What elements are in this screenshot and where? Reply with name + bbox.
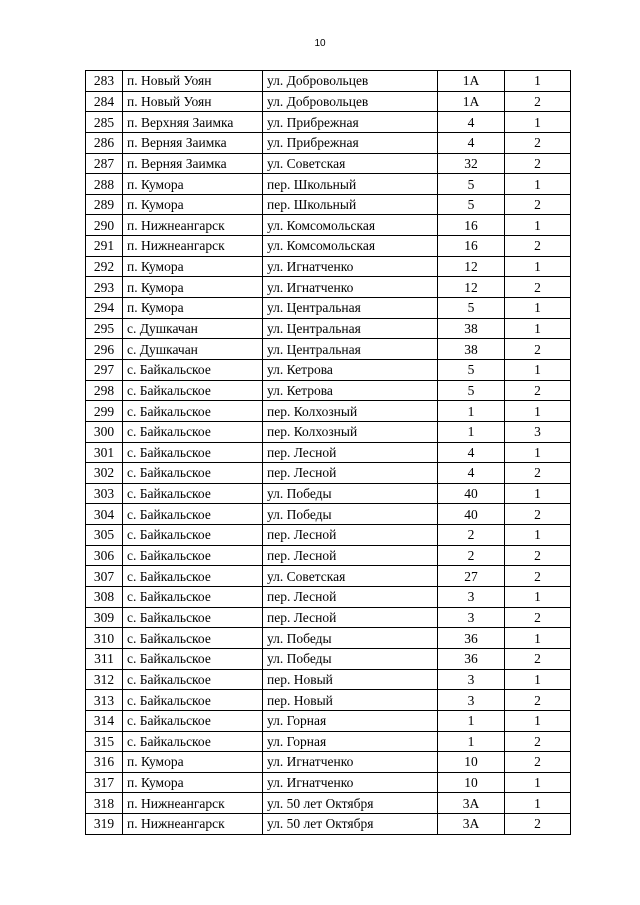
row-number-cell: 294 — [86, 298, 123, 319]
flat-number-cell: 3 — [505, 421, 571, 442]
house-number-cell: 1 — [438, 710, 505, 731]
house-number-cell: 40 — [438, 504, 505, 525]
house-number-cell: 1 — [438, 421, 505, 442]
settlement-cell: с. Байкальское — [123, 442, 263, 463]
flat-number-cell: 2 — [505, 504, 571, 525]
settlement-cell: п. Кумора — [123, 277, 263, 298]
page-number: 10 — [314, 38, 326, 49]
row-number-cell: 313 — [86, 690, 123, 711]
table-row — [86, 690, 571, 711]
row-number-cell: 309 — [86, 607, 123, 628]
table-row — [86, 587, 571, 608]
table-row — [86, 401, 571, 422]
settlement-cell: с. Байкальское — [123, 483, 263, 504]
flat-number-cell: 2 — [505, 236, 571, 257]
table-row — [86, 483, 571, 504]
street-cell: ул. Кетрова — [263, 359, 438, 380]
flat-number-cell: 1 — [505, 442, 571, 463]
settlement-cell: п. Нижнеангарск — [123, 215, 263, 236]
row-number-cell: 289 — [86, 194, 123, 215]
street-cell: ул. Комсомольская — [263, 215, 438, 236]
table-row — [86, 215, 571, 236]
street-cell: ул. Советская — [263, 153, 438, 174]
house-number-cell: 16 — [438, 215, 505, 236]
row-number-cell: 318 — [86, 793, 123, 814]
table-row — [86, 112, 571, 133]
row-number-cell: 284 — [86, 91, 123, 112]
table-row — [86, 91, 571, 112]
house-number-cell: 5 — [438, 359, 505, 380]
flat-number-cell: 2 — [505, 339, 571, 360]
street-cell: ул. Центральная — [263, 298, 438, 319]
table-row — [86, 71, 571, 92]
flat-number-cell: 2 — [505, 814, 571, 835]
street-cell: пер. Лесной — [263, 607, 438, 628]
house-number-cell: 1А — [438, 71, 505, 92]
row-number-cell: 308 — [86, 587, 123, 608]
table-row — [86, 236, 571, 257]
street-cell: ул. Прибрежная — [263, 112, 438, 133]
settlement-cell: с. Байкальское — [123, 690, 263, 711]
table-row — [86, 463, 571, 484]
street-cell: пер. Лесной — [263, 587, 438, 608]
street-cell: ул. Добровольцев — [263, 71, 438, 92]
street-cell: пер. Лесной — [263, 442, 438, 463]
house-number-cell: 3 — [438, 669, 505, 690]
row-number-cell: 290 — [86, 215, 123, 236]
table-row — [86, 318, 571, 339]
settlement-cell: п. Нижнеангарск — [123, 793, 263, 814]
house-number-cell: 5 — [438, 194, 505, 215]
house-number-cell: 10 — [438, 752, 505, 773]
flat-number-cell: 1 — [505, 112, 571, 133]
flat-number-cell: 1 — [505, 215, 571, 236]
row-number-cell: 300 — [86, 421, 123, 442]
row-number-cell: 317 — [86, 772, 123, 793]
house-number-cell: 16 — [438, 236, 505, 257]
table-row — [86, 359, 571, 380]
flat-number-cell: 1 — [505, 318, 571, 339]
street-cell: пер. Колхозный — [263, 421, 438, 442]
street-cell: ул. Игнатченко — [263, 772, 438, 793]
flat-number-cell: 1 — [505, 71, 571, 92]
row-number-cell: 306 — [86, 545, 123, 566]
row-number-cell: 302 — [86, 463, 123, 484]
flat-number-cell: 1 — [505, 174, 571, 195]
settlement-cell: п. Нижнеангарск — [123, 236, 263, 257]
flat-number-cell: 1 — [505, 483, 571, 504]
table-row — [86, 752, 571, 773]
table-row — [86, 132, 571, 153]
street-cell: ул. Горная — [263, 731, 438, 752]
row-number-cell: 291 — [86, 236, 123, 257]
street-cell: ул. Центральная — [263, 318, 438, 339]
flat-number-cell: 2 — [505, 607, 571, 628]
flat-number-cell: 1 — [505, 256, 571, 277]
settlement-cell: с. Байкальское — [123, 359, 263, 380]
street-cell: пер. Новый — [263, 690, 438, 711]
settlement-cell: с. Байкальское — [123, 710, 263, 731]
settlement-cell: с. Байкальское — [123, 380, 263, 401]
flat-number-cell: 1 — [505, 669, 571, 690]
row-number-cell: 298 — [86, 380, 123, 401]
street-cell: пер. Лесной — [263, 525, 438, 546]
house-number-cell: 3 — [438, 607, 505, 628]
house-number-cell: 1 — [438, 731, 505, 752]
street-cell: пер. Школьный — [263, 174, 438, 195]
table-row — [86, 648, 571, 669]
settlement-cell: с. Душкачан — [123, 339, 263, 360]
table-row — [86, 731, 571, 752]
table-row — [86, 421, 571, 442]
street-cell: ул. Советская — [263, 566, 438, 587]
house-number-cell: 38 — [438, 339, 505, 360]
street-cell: ул. Горная — [263, 710, 438, 731]
row-number-cell: 316 — [86, 752, 123, 773]
flat-number-cell: 1 — [505, 401, 571, 422]
settlement-cell: с. Байкальское — [123, 525, 263, 546]
flat-number-cell: 1 — [505, 587, 571, 608]
flat-number-cell: 2 — [505, 277, 571, 298]
flat-number-cell: 2 — [505, 648, 571, 669]
row-number-cell: 285 — [86, 112, 123, 133]
street-cell: пер. Новый — [263, 669, 438, 690]
table-row — [86, 442, 571, 463]
street-cell: ул. Победы — [263, 483, 438, 504]
settlement-cell: п. Верняя Заимка — [123, 132, 263, 153]
street-cell: ул. Добровольцев — [263, 91, 438, 112]
table-row — [86, 174, 571, 195]
house-number-cell: 4 — [438, 132, 505, 153]
table-row — [86, 628, 571, 649]
row-number-cell: 307 — [86, 566, 123, 587]
house-number-cell: 4 — [438, 442, 505, 463]
table-row — [86, 545, 571, 566]
settlement-cell: с. Байкальское — [123, 648, 263, 669]
row-number-cell: 315 — [86, 731, 123, 752]
street-cell: пер. Колхозный — [263, 401, 438, 422]
street-cell: пер. Лесной — [263, 545, 438, 566]
table-row — [86, 710, 571, 731]
street-cell: ул. Центральная — [263, 339, 438, 360]
settlement-cell: п. Кумора — [123, 256, 263, 277]
address-table-body — [86, 71, 571, 835]
flat-number-cell: 2 — [505, 91, 571, 112]
flat-number-cell: 2 — [505, 132, 571, 153]
street-cell: ул. Победы — [263, 648, 438, 669]
table-row — [86, 380, 571, 401]
row-number-cell: 286 — [86, 132, 123, 153]
street-cell: ул. Прибрежная — [263, 132, 438, 153]
settlement-cell: п. Нижнеангарск — [123, 814, 263, 835]
house-number-cell: 38 — [438, 318, 505, 339]
flat-number-cell: 2 — [505, 690, 571, 711]
street-cell: пер. Лесной — [263, 463, 438, 484]
row-number-cell: 311 — [86, 648, 123, 669]
row-number-cell: 297 — [86, 359, 123, 380]
row-number-cell: 319 — [86, 814, 123, 835]
flat-number-cell: 2 — [505, 463, 571, 484]
street-cell: пер. Школьный — [263, 194, 438, 215]
street-cell: ул. Комсомольская — [263, 236, 438, 257]
table-row — [86, 607, 571, 628]
settlement-cell: п. Новый Уоян — [123, 91, 263, 112]
settlement-cell: с. Байкальское — [123, 401, 263, 422]
flat-number-cell: 2 — [505, 380, 571, 401]
row-number-cell: 303 — [86, 483, 123, 504]
street-cell: ул. Игнатченко — [263, 277, 438, 298]
house-number-cell: 1 — [438, 401, 505, 422]
street-cell: ул. Игнатченко — [263, 752, 438, 773]
table-row — [86, 772, 571, 793]
house-number-cell: 40 — [438, 483, 505, 504]
street-cell: ул. Кетрова — [263, 380, 438, 401]
house-number-cell: 3А — [438, 814, 505, 835]
flat-number-cell: 2 — [505, 752, 571, 773]
table-row — [86, 277, 571, 298]
row-number-cell: 287 — [86, 153, 123, 174]
flat-number-cell: 1 — [505, 772, 571, 793]
house-number-cell: 2 — [438, 525, 505, 546]
street-cell: ул. Победы — [263, 504, 438, 525]
flat-number-cell: 1 — [505, 710, 571, 731]
settlement-cell: п. Новый Уоян — [123, 71, 263, 92]
street-cell: ул. Победы — [263, 628, 438, 649]
row-number-cell: 292 — [86, 256, 123, 277]
house-number-cell: 27 — [438, 566, 505, 587]
table-row — [86, 525, 571, 546]
table-row — [86, 256, 571, 277]
flat-number-cell: 2 — [505, 566, 571, 587]
house-number-cell: 36 — [438, 628, 505, 649]
settlement-cell: с. Байкальское — [123, 566, 263, 587]
settlement-cell: п. Кумора — [123, 772, 263, 793]
house-number-cell: 3 — [438, 587, 505, 608]
house-number-cell: 2 — [438, 545, 505, 566]
table-row — [86, 153, 571, 174]
row-number-cell: 305 — [86, 525, 123, 546]
settlement-cell: п. Верхняя Заимка — [123, 112, 263, 133]
row-number-cell: 301 — [86, 442, 123, 463]
settlement-cell: с. Байкальское — [123, 731, 263, 752]
settlement-cell: п. Кумора — [123, 194, 263, 215]
street-cell: ул. Игнатченко — [263, 256, 438, 277]
house-number-cell: 3 — [438, 690, 505, 711]
flat-number-cell: 2 — [505, 194, 571, 215]
row-number-cell: 310 — [86, 628, 123, 649]
row-number-cell: 293 — [86, 277, 123, 298]
row-number-cell: 283 — [86, 71, 123, 92]
settlement-cell: с. Байкальское — [123, 421, 263, 442]
row-number-cell: 295 — [86, 318, 123, 339]
settlement-cell: с. Байкальское — [123, 628, 263, 649]
house-number-cell: 3А — [438, 793, 505, 814]
settlement-cell: с. Байкальское — [123, 545, 263, 566]
settlement-cell: с. Байкальское — [123, 669, 263, 690]
house-number-cell: 1А — [438, 91, 505, 112]
table-row — [86, 566, 571, 587]
table-row — [86, 194, 571, 215]
flat-number-cell: 2 — [505, 545, 571, 566]
house-number-cell: 4 — [438, 463, 505, 484]
settlement-cell: с. Байкальское — [123, 463, 263, 484]
table-row — [86, 793, 571, 814]
table-row — [86, 814, 571, 835]
house-number-cell: 12 — [438, 277, 505, 298]
row-number-cell: 314 — [86, 710, 123, 731]
street-cell: ул. 50 лет Октября — [263, 814, 438, 835]
house-number-cell: 36 — [438, 648, 505, 669]
flat-number-cell: 1 — [505, 525, 571, 546]
settlement-cell: п. Кумора — [123, 298, 263, 319]
address-table — [85, 70, 571, 835]
flat-number-cell: 1 — [505, 793, 571, 814]
flat-number-cell: 2 — [505, 153, 571, 174]
house-number-cell: 12 — [438, 256, 505, 277]
flat-number-cell: 1 — [505, 298, 571, 319]
row-number-cell: 312 — [86, 669, 123, 690]
table-row — [86, 504, 571, 525]
flat-number-cell: 1 — [505, 359, 571, 380]
house-number-cell: 5 — [438, 174, 505, 195]
settlement-cell: с. Байкальское — [123, 607, 263, 628]
street-cell: ул. 50 лет Октября — [263, 793, 438, 814]
settlement-cell: с. Байкальское — [123, 504, 263, 525]
table-row — [86, 339, 571, 360]
row-number-cell: 288 — [86, 174, 123, 195]
house-number-cell: 32 — [438, 153, 505, 174]
house-number-cell: 4 — [438, 112, 505, 133]
row-number-cell: 296 — [86, 339, 123, 360]
settlement-cell: с. Байкальское — [123, 587, 263, 608]
table-row — [86, 298, 571, 319]
settlement-cell: с. Душкачан — [123, 318, 263, 339]
house-number-cell: 5 — [438, 380, 505, 401]
row-number-cell: 299 — [86, 401, 123, 422]
table-row — [86, 669, 571, 690]
house-number-cell: 5 — [438, 298, 505, 319]
settlement-cell: п. Кумора — [123, 752, 263, 773]
flat-number-cell: 2 — [505, 731, 571, 752]
row-number-cell: 304 — [86, 504, 123, 525]
house-number-cell: 10 — [438, 772, 505, 793]
settlement-cell: п. Верняя Заимка — [123, 153, 263, 174]
settlement-cell: п. Кумора — [123, 174, 263, 195]
flat-number-cell: 1 — [505, 628, 571, 649]
